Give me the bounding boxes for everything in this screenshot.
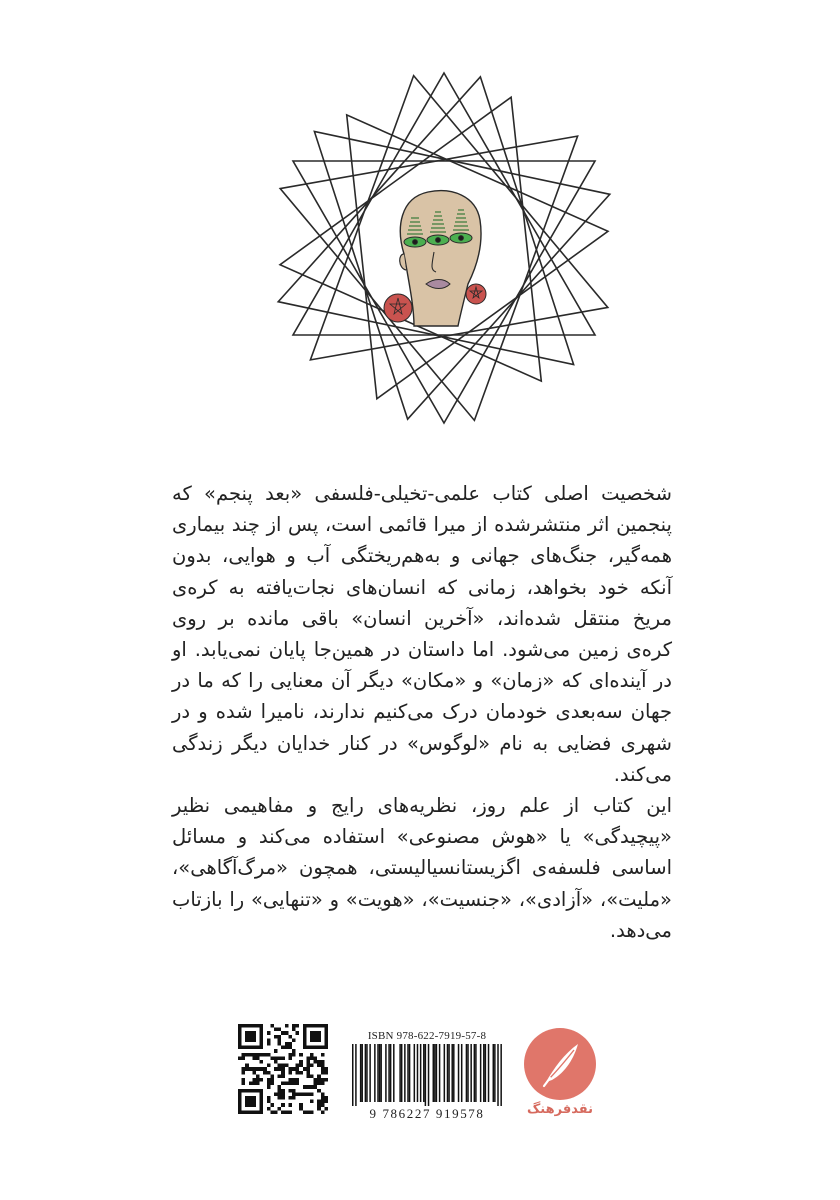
isbn-label: ISBN 978-622-7919-57-8 <box>367 1030 487 1042</box>
qr-code-graphic <box>238 1024 328 1114</box>
publisher-name: نقدفرهنگ <box>527 1102 593 1117</box>
qr-code[interactable] <box>238 1024 328 1114</box>
quill-icon <box>524 1028 596 1100</box>
blurb-paragraph-1: شخصیت اصلی کتاب علمی-تخیلی-فلسفی «بعد پنجم» که پنجمین اثر منتشرشده از میرا قائمی است، پس از چند بیماری همه‌گیر، جنگ‌های جهانی و به‌هم‌ریختگی آب و هوایی، بدون آنکه خود بخواهد، زمانی که انسان‌های نجات‌یافته به کره‌ی مریخ منتقل شده‌اند، «آخرین انسان» باقی مانده بر روی کره‌ی زمین می‌شود. اما داستان در همین‌جا پایان نمی‌یابد. او در آینده‌ای که «زمان» و «مکان» دیگر آن معنایی را که ما در جهان سه‌بعدی خودمان درک می‌کنیم ندارند، نامیرا شده و در شهری فضایی به نام «لوگوس» در کنار خدایان دیگر زندگی می‌کند. <box>172 482 672 786</box>
barcode-graphic <box>352 1044 502 1106</box>
publisher-logo <box>518 1028 602 1124</box>
star-triangles-graphic <box>268 58 620 442</box>
publisher-logo-circle <box>524 1028 596 1100</box>
isbn-barcode <box>352 1030 502 1122</box>
blurb-paragraph-2: این کتاب از علم روز، نظریه‌های رایج و مفاهیمی نظیر «پیچیدگی» یا «هوش مصنوعی» استفاده می‌کند و مسائل اساسی فلسفه‌ی اگزیستانسیالیستی، همچون «مرگ‌آگاهی»، «ملیت»، «آزادی»، «جنسیت»، «هویت» و «تنهایی» را بازتاب می‌دهد. <box>172 794 672 942</box>
barcode-digits: 9 786227 919578 <box>369 1106 485 1121</box>
back-cover-blurb <box>172 478 672 946</box>
cover-illustration <box>268 58 620 442</box>
face <box>384 191 486 326</box>
